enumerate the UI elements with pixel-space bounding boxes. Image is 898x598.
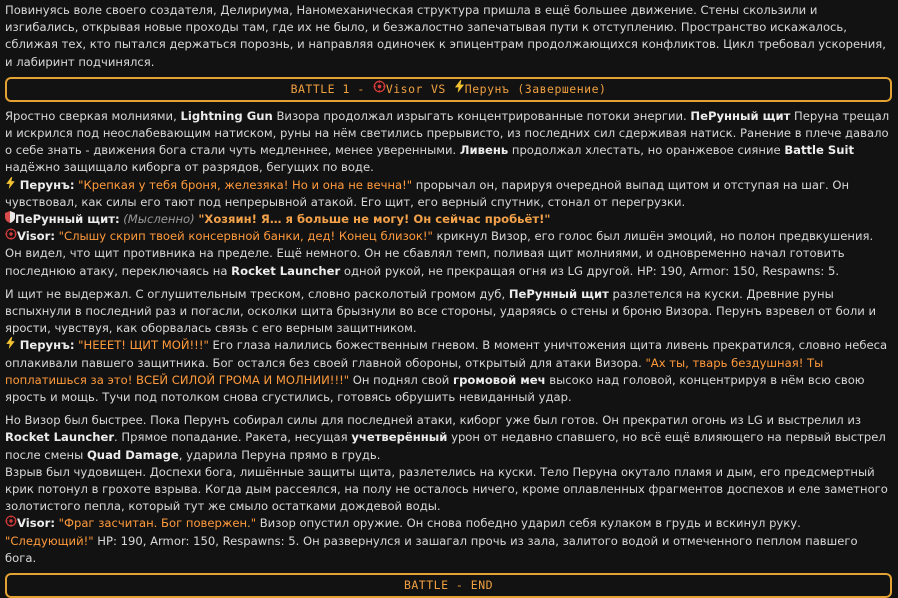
quote: "Ах ты, тварь бездушная! Ты поплатишься за это! ВСЕЙ СИЛОЙ ГРОМА И МОЛНИИ!!!" <box>5 355 824 387</box>
quote: "Фраг засчитан. Бог повержен." <box>58 516 257 531</box>
keyword: учетверённый <box>351 430 448 445</box>
text: одной рукой, не прекращая огня из LG другой. HP: 190, Armor: 150, Respawns: 5. <box>340 263 840 278</box>
keyword: Battle Suit <box>784 143 855 158</box>
quote: "Хозяин! Я… я больше не могу! Он сейчас пробьёт!" <box>198 212 551 227</box>
dialogue-perun-2 <box>5 337 892 406</box>
quote: "Слышу скрип твоей консервной банки, дед! Конец близок!" <box>58 229 433 244</box>
dialogue-visor-1 <box>5 228 892 280</box>
text: HP: 190, Armor: 150, Respawns: 5. Он развернулся и зашагал прочь из зала, залитого водой и отмеченного пеплом павшего бога. <box>5 533 858 565</box>
battle-status: (Завершение) <box>517 81 607 96</box>
text: Но Визор был быстрее. Пока Перунъ собирал силы для последней атаки, киборг уже был готов. Он прекратил огонь из LG и выстрелил из <box>5 413 862 428</box>
text: Его глаза налились божественным гневом. В момент уничтожения щита ливень прекратился, словно небеса оплакивали павшего защитника. Бог остался без своей главной обороны, открытый для атаки Визора. <box>5 338 888 370</box>
speaker-name: Перунъ: <box>19 177 75 192</box>
text: разлетелся на куски. Древние руны вспыхнули в последний раз и погасли, осколки щита брызнули во все стороны, ударяясь о стены и броню Визора. Перунъ взревел от боли и ярости, чувствуя, как оборвалась связь с его верным защитником. <box>5 286 877 336</box>
dialogue-perun-1 <box>5 177 892 211</box>
lightning-bolt-icon <box>5 178 16 192</box>
text: Он поднял свой <box>349 372 454 387</box>
text: прорычал он, парируя очередной выпад щитом и отступая на шаг. Он чувствовал, как силы его тают под непрерывной атакой. Его щит, его верный спутник, стонал от перегрузки. <box>5 177 850 209</box>
quote: "НЕЕЕТ! ЩИТ МОЙ!!!" <box>78 338 209 353</box>
keyword: Rocket Launcher <box>5 430 115 445</box>
keyword: громовой меч <box>453 372 546 387</box>
shield-icon <box>5 212 15 226</box>
text: надёжно защищало киборга от разрядов, бегущих по воде. <box>5 160 374 175</box>
paragraph-4: Взрыв был чудовищен. Доспехи бога, лишённые защиты щита, разлетелись на куски. Тело Перуна окутало пламя и дым, его предсмертный крик потонул в грохоте взрыва. Когда дым рассеялся, на полу не осталось ничего, кроме оплавленных фрагментов доспехов и еле заметного золотистого пепла, который тут же смыло остатками дождевой воды. <box>5 464 888 514</box>
text: продолжал хлестать, но оранжевое сияние <box>508 143 785 158</box>
paragraph-1 <box>5 108 892 177</box>
battle-fighter-1: Visor <box>385 81 423 96</box>
keyword: Quad Damage <box>86 447 179 462</box>
keyword: Lightning Gun <box>180 108 273 123</box>
text: Визора продолжал изрыгать концентрированные потоки энергии. <box>272 108 691 123</box>
intro-paragraph: Повинуясь воле своего создателя, Делириума, Наномеханическая структура пришла в ещё большее движение. Стены скользили и изгибались, открывая новые проходы там, где их не было, и безжалостно запечатывая пути к отступлению. Пространство искажалось, сближая тех, кто пытался держаться порознь, и направляя одиночек к эпицентрам продолжающихся конфликтов. Цикл требовал ускорения, и лабиринт подчинялся. <box>5 3 886 69</box>
dialogue-visor-2 <box>5 515 892 567</box>
text: высоко над головой, концентрируя в нём всю свою ярость и мощь. Тучи под потолком снова сгустились, готовясь обрушить невиданный удар. <box>5 372 865 405</box>
text: И щит не выдержал. С оглушительным треском, словно расколотый громом дуб, <box>5 286 509 301</box>
visor-sigil-icon <box>5 229 17 243</box>
text: Визор опустил оружие. Он снова победно ударил себя кулаком в грудь и вскинул руку. <box>256 516 801 531</box>
text: крикнул Визор, его голос был лишён эмоций, но полон предвкушения. Он видел, что щит противника на пределе. Ещё немного. Он не сбавлял темп, поливая щит молниями, и одновременно начал готовить последнюю атаку, переключаясь на <box>5 229 874 278</box>
battle-vs: VS <box>430 81 446 96</box>
quote: "Крепкая у тебя броня, железяка! Но и она не вечна!" <box>78 177 413 192</box>
battle-end-label: BATTLE - END <box>403 577 494 592</box>
speaker-name: Visor: <box>17 516 55 531</box>
keyword: Ливень <box>459 143 509 158</box>
lightning-bolt-icon <box>454 80 465 98</box>
quote: "Следующий!" <box>5 533 94 548</box>
keyword: ПеРунный щит <box>690 108 791 123</box>
dialogue-shield <box>5 211 892 228</box>
speaker-name: Перунъ: <box>19 338 75 353</box>
paragraph-3 <box>5 412 892 464</box>
battle-prefix: BATTLE 1 - <box>290 81 365 96</box>
speaker-name: ПеРунный щит: <box>15 212 120 227</box>
keyword: Rocket Launcher <box>231 263 341 278</box>
text: урон от недавно спавшего, но всё ещё влияющего на первый выстрел после смены <box>5 430 886 462</box>
battle-fighter-2: Перунъ <box>464 81 510 96</box>
speaker-name: Visor: <box>17 229 55 244</box>
battle-start-banner <box>5 77 892 102</box>
visor-sigil-icon <box>5 516 17 530</box>
keyword: ПеРунный щит <box>508 286 609 301</box>
thought-marker: (Мысленно) <box>123 212 195 227</box>
text: Яростно сверкая молниями, <box>5 108 181 123</box>
text: , ударила Перуна прямо в грудь. <box>178 447 381 462</box>
text: . Прямое попадание. Ракета, несущая <box>114 430 352 445</box>
lightning-bolt-icon <box>5 338 16 352</box>
paragraph-2 <box>5 286 892 338</box>
visor-sigil-icon <box>373 80 386 98</box>
text: Перуна трещал и искрился под неослабевающим натиском, руны на нём светились прерывисто, из последних сил сдерживая натиск. Ранение в плече давало о себе знать - движения бога стали чуть медленнее, менее уверенными. <box>5 108 890 158</box>
